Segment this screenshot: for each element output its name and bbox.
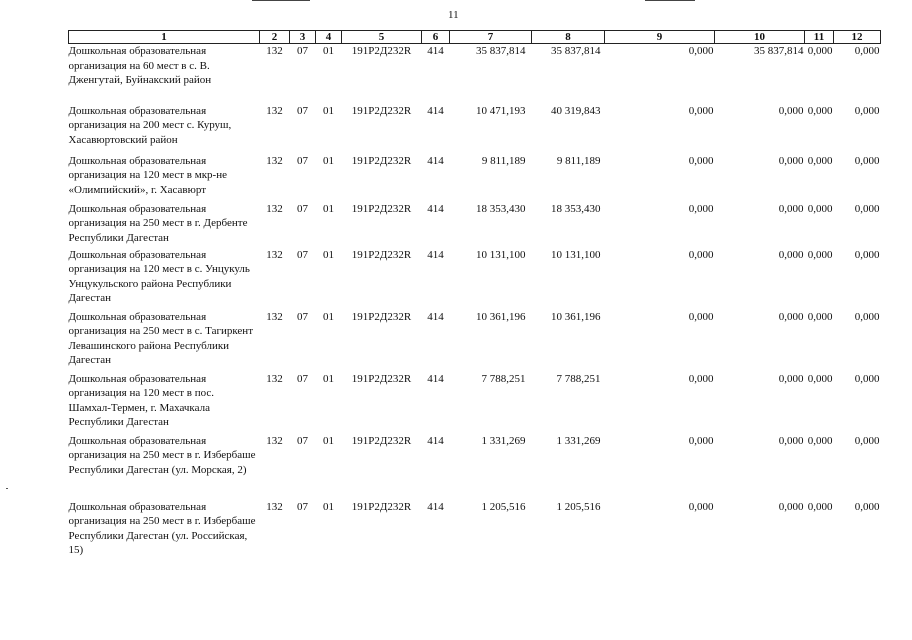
amount-col-10: 0,000 [778,310,804,323]
amount-col-8: 18 353,430 [551,202,601,215]
admin-code: 132 [266,154,283,167]
amount-col-8: 9 811,189 [556,154,601,167]
amount-col-9: 0,000 [688,202,714,215]
subsection-code: 01 [323,372,334,385]
amount-col-7: 1 331,269 [481,434,526,447]
subsection-code: 01 [323,248,334,261]
facility-name: Дошкольная образовательная организация на 200 мест с. Куруш, Хасавюртовский район [68,104,232,146]
column-header-1: 1 [69,31,260,44]
amount-col-10: 0,000 [778,372,804,385]
amount-col-11: 0,000 [807,310,833,323]
amount-col-7: 10 131,100 [476,248,526,261]
section-code: 07 [297,104,308,117]
admin-code: 132 [266,500,283,513]
amount-col-12: 0,000 [854,248,880,261]
section-code: 07 [297,372,308,385]
section-code: 07 [297,45,308,57]
amount-col-12: 0,000 [854,500,880,513]
target-article-code: 191P2Д232R [351,248,412,261]
expense-type-code: 414 [427,310,444,323]
amount-col-7: 7 788,251 [481,372,526,385]
section-code: 07 [297,500,308,513]
subsection-code: 01 [323,104,334,117]
column-header-6: 6 [422,31,450,44]
amount-col-11: 0,000 [807,104,833,117]
header-row [69,31,881,44]
amount-col-8: 35 837,814 [551,45,601,57]
amount-col-10: 0,000 [778,202,804,215]
amount-col-12: 0,000 [854,202,880,215]
expense-type-code: 414 [427,434,444,447]
amount-col-9: 0,000 [688,154,714,167]
subsection-code: 01 [323,500,334,513]
table-body [69,44,881,562]
amount-col-11: 0,000 [807,45,833,57]
amount-col-8: 7 788,251 [556,372,601,385]
amount-col-12: 0,000 [854,45,880,57]
expense-type-code: 414 [427,45,444,57]
table-row [69,202,881,248]
amount-col-9: 0,000 [688,434,714,447]
amount-col-8: 10 361,196 [551,310,601,323]
scan-mark [6,488,8,489]
amount-col-9: 0,000 [688,45,714,57]
section-code: 07 [297,154,308,167]
subsection-code: 01 [323,310,334,323]
facility-name: Дошкольная образовательная организация на 250 мест в г. Избербаше Республики Дагестан (ул. Морская, 2) [68,434,256,476]
target-article-code: 191P2Д232R [351,500,412,513]
target-article-code: 191P2Д232R [351,45,412,57]
expense-type-code: 414 [427,500,444,513]
subsection-code: 01 [323,45,334,57]
section-code: 07 [297,248,308,261]
column-header-8: 8 [532,31,605,44]
admin-code: 132 [266,45,283,57]
amount-col-12: 0,000 [854,154,880,167]
column-header-7: 7 [450,31,532,44]
amount-col-7: 10 361,196 [476,310,526,323]
admin-code: 132 [266,310,283,323]
column-header-10: 10 [715,31,805,44]
target-article-code: 191P2Д232R [351,310,412,323]
section-code: 07 [297,202,308,215]
facility-name: Дошкольная образовательная организация на 120 мест в мкр-не «Олимпийский», г. Хасавюрт [68,154,227,196]
amount-col-11: 0,000 [807,500,833,513]
amount-col-11: 0,000 [807,434,833,447]
amount-col-9: 0,000 [688,500,714,513]
amount-col-9: 0,000 [688,248,714,261]
column-header-4: 4 [316,31,342,44]
budget-table [68,30,881,562]
top-rule-right [645,0,695,1]
amount-col-8: 1 205,516 [556,500,601,513]
amount-col-7: 35 837,814 [476,45,526,57]
amount-col-10: 0,000 [778,104,804,117]
admin-code: 132 [266,104,283,117]
admin-code: 132 [266,434,283,447]
amount-col-8: 1 331,269 [556,434,601,447]
amount-col-10: 0,000 [778,434,804,447]
top-rule-left [252,0,310,1]
amount-col-11: 0,000 [807,248,833,261]
table-header [69,31,881,44]
table-row [69,248,881,310]
amount-col-7: 1 205,516 [481,500,526,513]
amount-col-12: 0,000 [854,310,880,323]
target-article-code: 191P2Д232R [351,154,412,167]
amount-col-10: 0,000 [778,154,804,167]
table-row [69,44,881,104]
target-article-code: 191P2Д232R [351,104,412,117]
amount-col-11: 0,000 [807,202,833,215]
amount-col-10: 35 837,814 [754,45,804,57]
amount-col-12: 0,000 [854,104,880,117]
table-row [69,310,881,372]
admin-code: 132 [266,202,283,215]
column-header-3: 3 [290,31,316,44]
amount-col-12: 0,000 [854,434,880,447]
page-number: 11 [448,9,459,21]
facility-name: Дошкольная образовательная организация на 250 мест в с. Тагиркент Левашинского района Республики Дагестан [68,310,254,366]
admin-code: 132 [266,372,283,385]
admin-code: 132 [266,248,283,261]
amount-col-11: 0,000 [807,372,833,385]
column-header-12: 12 [834,31,881,44]
amount-col-10: 0,000 [778,500,804,513]
facility-name: Дошкольная образовательная организация на 120 мест в пос. Шамхал-Термен, г. Махачкала Республики Дагестан [68,372,215,428]
target-article-code: 191P2Д232R [351,372,412,385]
expense-type-code: 414 [427,372,444,385]
facility-name: Дошкольная образовательная организация на 250 мест в г. Избербаше Республики Дагестан (ул. Российская, 15) [68,500,256,556]
table-row [69,434,881,500]
table-row [69,500,881,562]
table-row [69,104,881,154]
amount-col-7: 9 811,189 [481,154,526,167]
amount-col-9: 0,000 [688,310,714,323]
amount-col-9: 0,000 [688,104,714,117]
expense-type-code: 414 [427,248,444,261]
section-code: 07 [297,434,308,447]
subsection-code: 01 [323,434,334,447]
amount-col-8: 10 131,100 [551,248,601,261]
column-header-9: 9 [605,31,715,44]
subsection-code: 01 [323,202,334,215]
amount-col-10: 0,000 [778,248,804,261]
table-row [69,154,881,202]
amount-col-9: 0,000 [688,372,714,385]
table-row [69,372,881,434]
section-code: 07 [297,310,308,323]
expense-type-code: 414 [427,154,444,167]
amount-col-7: 18 353,430 [476,202,526,215]
target-article-code: 191P2Д232R [351,434,412,447]
column-header-2: 2 [260,31,290,44]
column-header-5: 5 [342,31,422,44]
expense-type-code: 414 [427,104,444,117]
amount-col-7: 10 471,193 [476,104,526,117]
column-header-11: 11 [805,31,834,44]
amount-col-12: 0,000 [854,372,880,385]
subsection-code: 01 [323,154,334,167]
target-article-code: 191P2Д232R [351,202,412,215]
facility-name: Дошкольная образовательная организация на 120 мест в с. Унцукуль Унцукульского района Республики Дагестан [68,248,250,304]
amount-col-11: 0,000 [807,154,833,167]
expense-type-code: 414 [427,202,444,215]
facility-name: Дошкольная образовательная организация на 250 мест в г. Дербенте Республики Дагестан [68,202,248,244]
facility-name: Дошкольная образовательная организация на 60 мест в с. В. Дженгутай, Буйнакский район [68,45,212,86]
amount-col-8: 40 319,843 [551,104,601,117]
